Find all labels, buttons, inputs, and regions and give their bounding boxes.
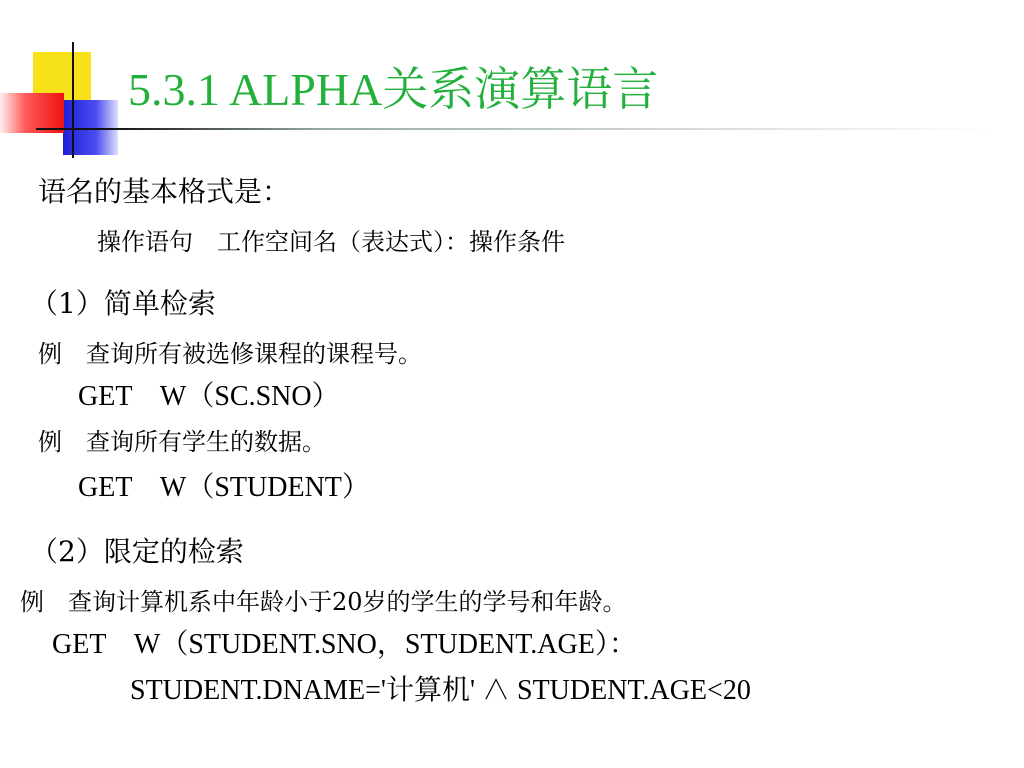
section-qualified-query: （2）限定的检索 <box>30 535 244 568</box>
example-3-code-line2: STUDENT.DNAME='计算机' ∧ STUDENT.AGE<20 <box>130 675 751 706</box>
example-1-text: 例 查询所有被选修课程的课程号。 <box>38 340 422 368</box>
example-3-text: 例 查询计算机系中年龄小于20岁的学生的学号和年龄。 <box>20 588 627 616</box>
example-3-code-line1: GET W（STUDENT.SNO，STUDENT.AGE）： <box>52 629 637 660</box>
section-simple-query: （1）简单检索 <box>30 287 216 320</box>
decor-red-bar <box>0 93 64 133</box>
title-underline <box>36 128 996 130</box>
example-2-code: GET W（STUDENT） <box>78 472 370 503</box>
decor-vertical-line <box>72 42 74 158</box>
syntax-heading: 语名的基本格式是： <box>38 175 291 208</box>
slide-title: 5.3.1 ALPHA关系演算语言 <box>128 64 659 115</box>
example-2-text: 例 查询所有学生的数据。 <box>38 428 326 456</box>
syntax-format: 操作语句 工作空间名（表达式）：操作条件 <box>97 228 565 256</box>
example-1-code: GET W（SC.SNO） <box>78 381 340 412</box>
